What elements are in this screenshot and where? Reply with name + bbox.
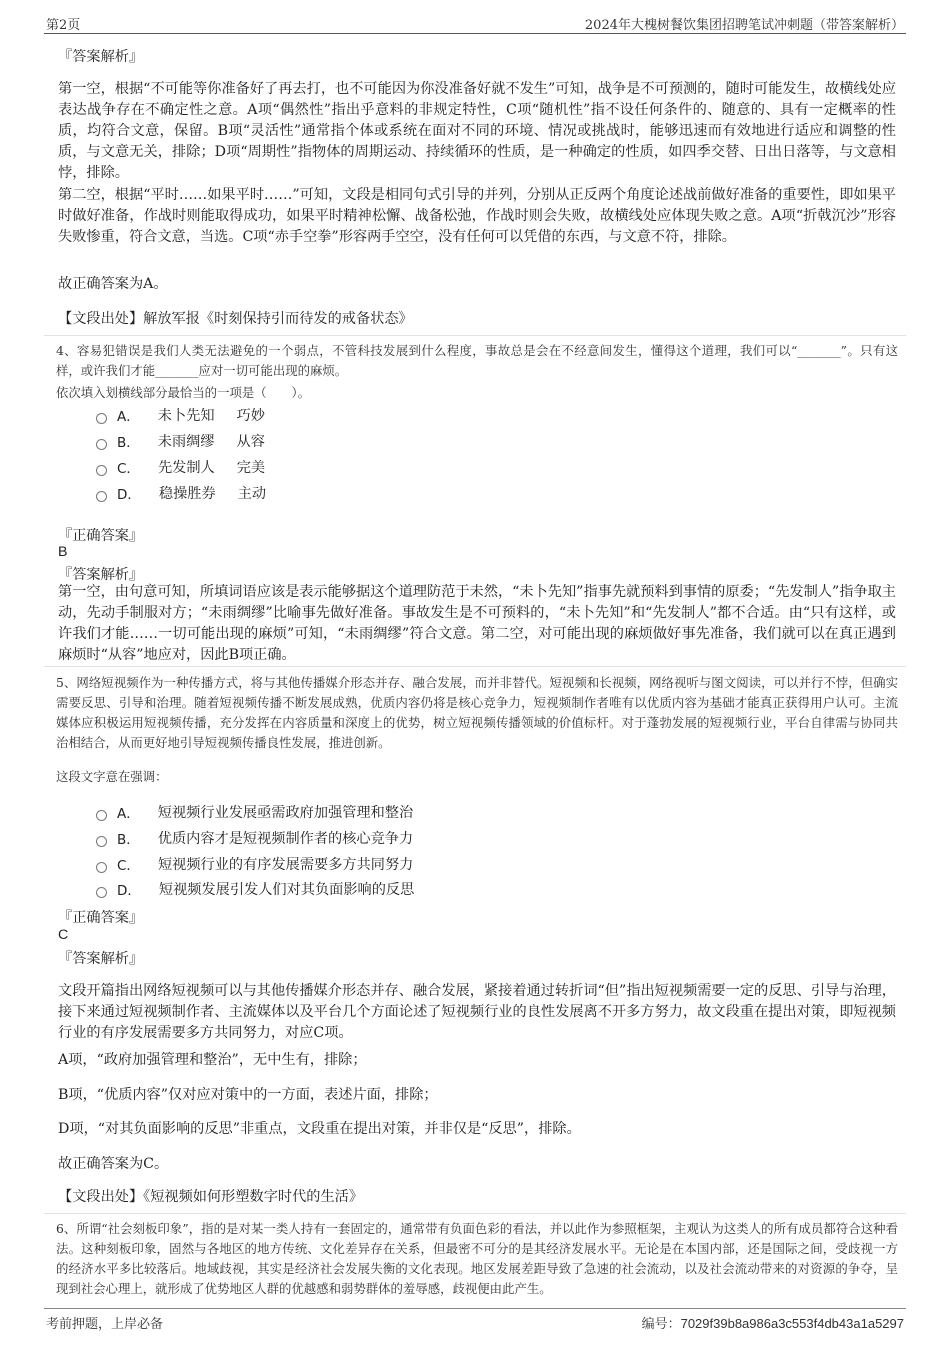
q4-option-c[interactable]: C． 先发制人 完美 <box>96 457 265 477</box>
q5-answer-label: 『正确答案』 <box>58 910 144 926</box>
q4-answer: B <box>58 544 68 560</box>
radio-icon[interactable] <box>96 439 107 450</box>
q5-note-b: B项，“优质内容”仅对应对策中的一方面，表述片面，排除； <box>58 1087 438 1103</box>
q5-source: 【文段出处】《短视频如何形塑数字时代的生活》 <box>58 1189 364 1205</box>
q4-prompt: 依次填入划横线部分最恰当的一项是（ ）。 <box>56 385 311 400</box>
radio-icon[interactable] <box>96 810 107 821</box>
section-divider <box>44 335 906 336</box>
radio-icon[interactable] <box>96 413 107 424</box>
section-divider <box>44 666 906 667</box>
header-divider <box>44 33 906 34</box>
radio-icon[interactable] <box>96 491 107 502</box>
radio-icon[interactable] <box>96 836 107 847</box>
section-divider <box>44 1213 906 1214</box>
q5-option-a[interactable]: A． 短视频行业发展亟需政府加强管理和整治 <box>96 802 413 822</box>
q4-analysis-label: 『答案解析』 <box>58 567 144 583</box>
q5-note-d: D项，“对其负面影响的反思”非重点，文段重在提出对策，并非仅是“反思”，排除。 <box>58 1121 581 1137</box>
q5-answer: C <box>58 927 69 943</box>
footer-slogan: 考前押题，上岸必备 <box>46 1317 164 1332</box>
radio-icon[interactable] <box>96 887 107 898</box>
q5-note-a: A项，“政府加强管理和整治”，无中生有，排除； <box>58 1052 367 1068</box>
radio-icon[interactable] <box>96 862 107 873</box>
q3-analysis-label: 『答案解析』 <box>58 49 144 65</box>
radio-icon[interactable] <box>96 465 107 476</box>
q5-prompt: 这段文字意在强调： <box>56 769 168 784</box>
q6-stem: 6、所谓“社会刻板印象”，指的是对某一类人持有一套固定的，通常带有负面色彩的看法，并以此作为参照框架，主观认为这类人的所有成员都符合这种看法。这种刻板印象，固然与各地区的地方传统、文化差异存在关系，但最密不可分的是其经济发展水平。无论是在本国内部，还是国际之间，受歧视一方的经济水平多比较落后。地域歧视，其实是经济社会发展失衡的文化表现。地区发展差距导致了急速的社会流动，以及社会流动带来的对资源的争夺，呈现到社会心理上，就形成了优势地区人群的优越感和弱势群体的羞辱感，歧视便由此产生。 <box>56 1221 898 1296</box>
q4-option-b[interactable]: B． 未雨绸缪 从容 <box>96 431 265 451</box>
q5-analysis-label: 『答案解析』 <box>58 951 144 967</box>
q5-option-c[interactable]: C． 短视频行业的有序发展需要多方共同努力 <box>96 854 413 874</box>
q3-source: 【文段出处】解放军报《时刻保持引而待发的戒备状态》 <box>58 311 413 327</box>
q4-answer-label: 『正确答案』 <box>58 528 144 544</box>
q5-analysis: 文段开篇指出网络短视频可以与其他传播媒介形态并存、融合发展，紧接着通过转折词“但”指出短视频需要一定的反思、引导与治理，接下来通过短视频制作者、主流媒体以及平台几个方面论述了短视频行业的良性发展离不开多方努力，故文段重在提出对策，即短视频行业的有序发展需要多方共同努力，对应C项。 <box>58 983 896 1041</box>
footer-document-id: 编号：7029f39b8a986a3c553f4db43a1a5297 <box>641 1316 904 1332</box>
footer-divider <box>44 1308 906 1309</box>
q4-stem: 4、容易犯错误是我们人类无法避免的一个弱点，不管科技发展到什么程度，事故总是会在不经意间发生，懂得这个道理，我们可以“_______”。只有这样，或许我们才能_______应对一切可能出现的麻烦。 <box>56 343 898 378</box>
q3-analysis-para1: 第一空，根据“不可能等你准备好了再去打，也不可能因为你没准备好就不发生”可知，战争是不可预测的，随时可能发生，故横线处应表达战争存在不确定性之意。A项“偶然性”指出乎意料的非规定特性，C项“随机性”指不设任何条件的、随意的、具有一定概率的性质，均符合文意，保留。B项“灵活性”通常指个体或系统在面对不同的环境、情况或挑战时，能够迅速而有效地进行适应和调整的性质，与文意无关，排除；D项“周期性”指物体的周期运动、持续循环的性质，是一种确定的性质，如四季交替、日出日落等，与文意相悖，排除。 <box>58 81 896 181</box>
page-number: 第2页 <box>46 18 81 33</box>
q4-option-a[interactable]: A． 未卜先知 巧妙 <box>96 405 265 425</box>
q3-analysis-para2: 第二空，根据“平时……如果平时……”可知，文段是相同句式引导的并列，分别从正反两个角度论述战前做好准备的重要性，即如果平时做好准备，作战时则能取得成功，如果平时精神松懈、战备松弛，作战时则会失败，故横线处应体现失败之意。A项“折戟沉沙”形容失败惨重，符合文意，当选。C项“赤手空拳”形容两手空空，没有任何可以凭借的东西，与文意不符，排除。 <box>58 187 896 245</box>
q4-analysis: 第一空，由句意可知，所填词语应该是表示能够据这个道理防范于未然，“未卜先知”指事先就预料到事情的原委；“先发制人”指争取主动，先动手制服对方；“未雨绸缪”比喻事先做好准备。事故发生是不可预料的，“未卜先知”和“先发制人”都不合适。由“只有这样，或许我们才能……一切可能出现的麻烦”可知，“未雨绸缪”符合文意。第二空，对可能出现的麻烦做好事先准备，我们就可以在真正遇到麻烦时“从容”地应对，因此B项正确。 <box>58 584 896 663</box>
document-title: 2024年大槐树餐饮集团招聘笔试冲刺题（带答案解析） <box>584 18 904 33</box>
q5-stem: 5、网络短视频作为一种传播方式，将与其他传播媒介形态并存、融合发展，而并非替代。短视频和长视频，网络视听与图文阅读，可以并行不悖，但确实需要反思、引导和治理。随着短视频传播不断发展成熟，优质内容仍将是核心竞争力，短视频制作者唯有以优质内容为基础才能真正获得用户认可。主流媒体应积极运用短视频传播，充分发挥在内容质量和深度上的优势，树立短视频传播领域的价值标杆。对于蓬勃发展的短视频行业，平台自律需与协同共治相结合，从而更好地引导短视频传播良性发展，推进创新。 <box>56 675 898 750</box>
q5-conclusion: 故正确答案为C。 <box>58 1156 169 1172</box>
q4-option-d[interactable]: D． 稳操胜券 主动 <box>96 483 266 503</box>
q3-conclusion: 故正确答案为A。 <box>58 276 168 292</box>
q5-option-d[interactable]: D． 短视频发展引发人们对其负面影响的反思 <box>96 879 414 899</box>
q5-option-b[interactable]: B． 优质内容才是短视频制作者的核心竞争力 <box>96 828 413 848</box>
